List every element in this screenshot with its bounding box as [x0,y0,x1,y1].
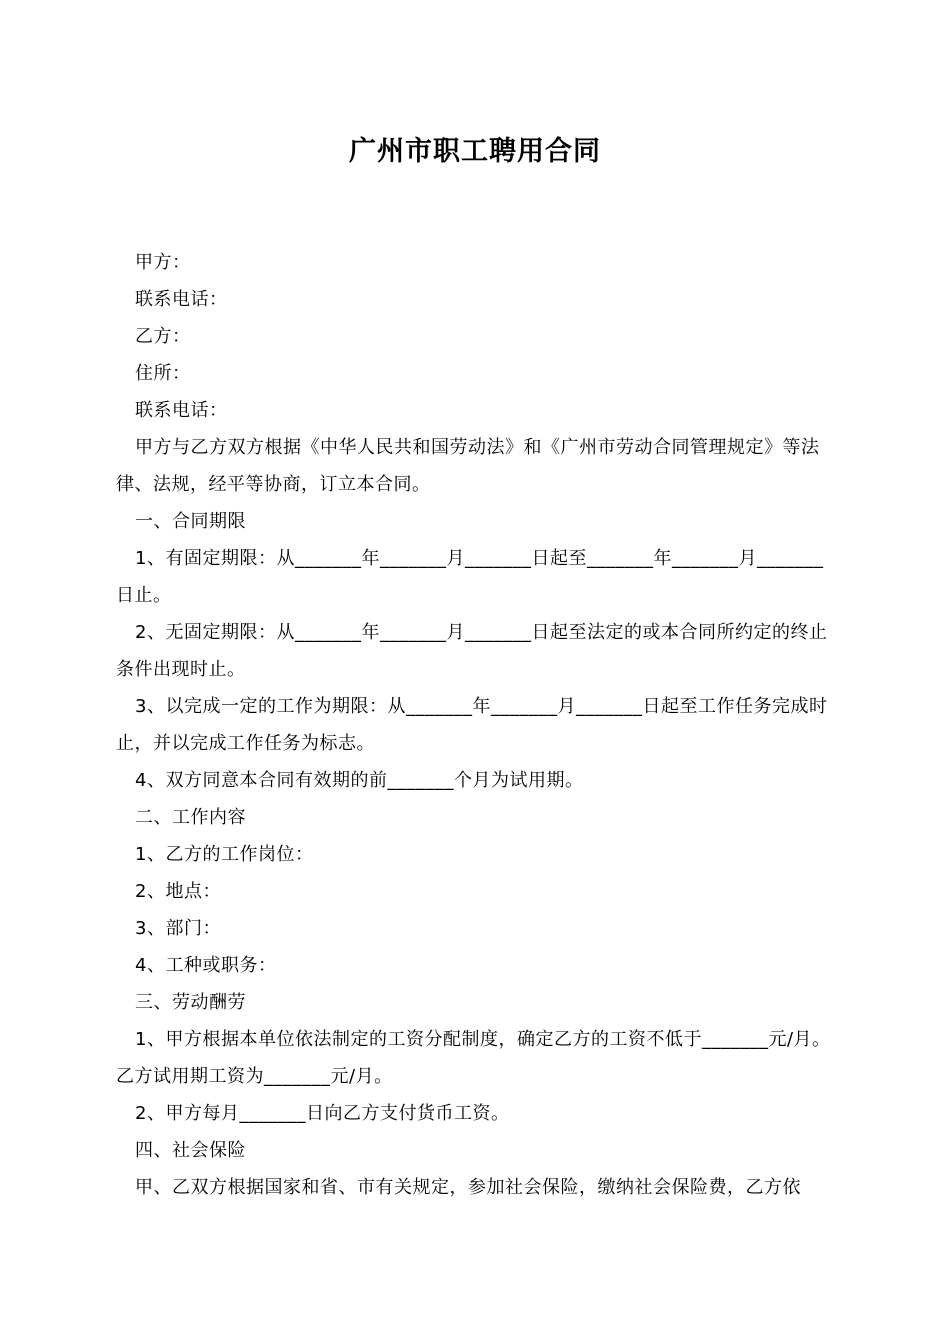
paragraph-party-a-phone: 联系电话： [135,289,228,310]
section-heading-term: 一、合同期限 [135,511,246,532]
section-heading-work: 二、工作内容 [135,807,246,828]
paragraph-party-b: 乙方： [135,326,191,347]
paragraph-term-task: 3、以完成一定的工作为期限：从_______年_______月_______日起至工作任务完成时止，并以完成工作任务为标志。 [116,696,828,754]
paragraph-work-location: 2、地点： [135,881,221,902]
paragraph-work-role: 4、工种或职务： [135,955,277,976]
section-heading-pay: 三、劳动酬劳 [135,992,246,1013]
document-body [116,244,840,1206]
paragraph-work-department: 3、部门： [135,918,221,939]
paragraph-pay-wage: 1、甲方根据本单位依法制定的工资分配制度，确定乙方的工资不低于_______元/月。乙方试用期工资为_______元/月。 [116,1029,831,1087]
paragraph-party-b-address: 住所： [135,363,191,384]
paragraph-party-a: 甲方： [135,252,191,273]
document-title: 广州市职工聘用合同 [349,136,601,167]
paragraph-term-fixed: 1、有固定期限：从_______年_______月_______日起至_______年_______月_______日止。 [116,548,824,606]
paragraph-pay-date: 2、甲方每月_______日向乙方支付货币工资。 [135,1103,510,1124]
section-heading-insurance: 四、社会保险 [135,1140,246,1161]
paragraph-insurance: 甲、乙双方根据国家和省、市有关规定，参加社会保险，缴纳社会保险费，乙方依 [135,1177,801,1198]
paragraph-work-position: 1、乙方的工作岗位： [135,844,314,865]
paragraph-preamble: 甲方与乙方双方根据《中华人民共和国劳动法》和《广州市劳动合同管理规定》等法律、法规，经平等协商，订立本合同。 [116,437,820,495]
paragraph-term-open: 2、无固定期限：从_______年_______月_______日起至法定的或本合同所约定的终止条件出现时止。 [116,622,828,680]
paragraph-probation: 4、双方同意本合同有效期的前_______个月为试用期。 [135,770,584,791]
paragraph-party-b-phone: 联系电话： [135,400,228,421]
